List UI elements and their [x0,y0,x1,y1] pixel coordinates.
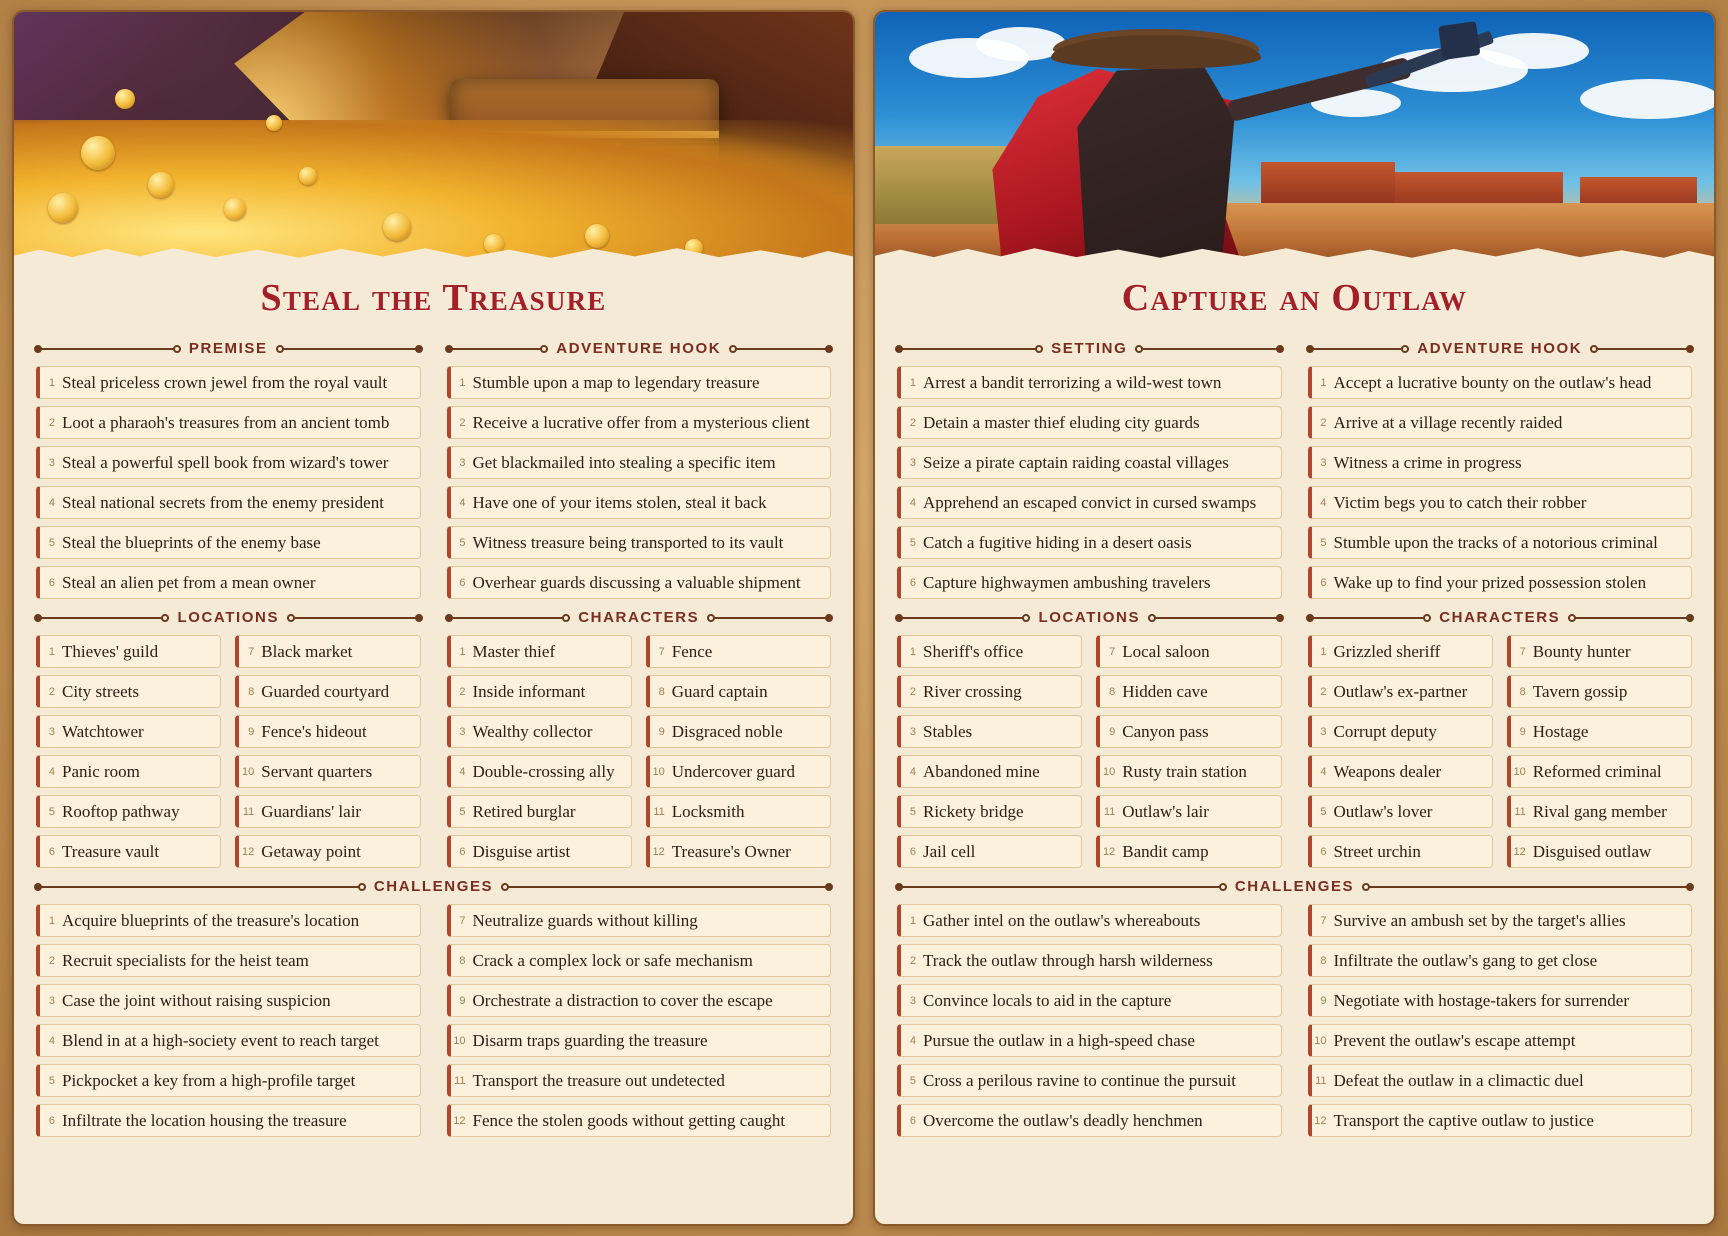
list-item[interactable]: 9 Negotiate with hostage-takers for surrender [1308,984,1693,1017]
list-item[interactable]: 6 Steal an alien pet from a mean owner [36,566,421,599]
entry-text: Detain a master thief eluding city guards [923,412,1200,432]
list-item[interactable]: 3 Watchtower [36,715,221,748]
entry-text: Arrive at a village recently raided [1333,412,1563,432]
list-item[interactable]: 11 Defeat the outlaw in a climactic duel [1308,1064,1693,1097]
list-item[interactable]: 10 Rusty train station [1096,755,1281,788]
list-item[interactable]: 4 Panic room [36,755,221,788]
entry-text: Jail cell [923,841,976,861]
entry-text: Double-crossing ally [472,761,615,781]
entry-text: Weapons dealer [1333,761,1442,781]
entry-text: Wake up to find your prized possession stolen [1333,572,1647,592]
list-item[interactable]: 7 Local saloon [1096,635,1281,668]
hero-image-outlaw [875,12,1714,270]
list-item[interactable]: 5 Stumble upon the tracks of a notorious criminal [1308,526,1693,559]
list-item[interactable]: 2 Recruit specialists for the heist team [36,944,421,977]
list-item[interactable]: 11 Guardians' lair [235,795,420,828]
entry-text: Apprehend an escaped convict in cursed swamps [923,492,1257,512]
entry-text: Stumble upon a map to legendary treasure [472,372,760,392]
entry-text: Fence's hideout [261,721,367,741]
card-title: Steal the Treasure [260,277,607,319]
entry-text: Hidden cave [1122,681,1208,701]
section-header-characters [447,609,832,626]
list-challenges [897,904,1692,1137]
list-item[interactable]: 6 Street urchin [1308,835,1493,868]
list-item[interactable]: 2 Inside informant [447,675,632,708]
entry-text: Steal the blueprints of the enemy base [62,532,321,552]
list-item[interactable]: 5 Retired burglar [447,795,632,828]
list-item[interactable]: 6 Infiltrate the location housing the treasure [36,1104,421,1137]
list-setting [897,366,1282,599]
entry-text: Abandoned mine [923,761,1040,781]
entry-text: Get blackmailed into stealing a specific item [472,452,776,472]
section-header-characters [1308,609,1693,626]
entry-text: Steal an alien pet from a mean owner [62,572,316,592]
list-item[interactable]: 5 Pickpocket a key from a high-profile target [36,1064,421,1097]
entry-text: Thieves' guild [62,641,159,661]
entry-text: Pursue the outlaw in a high-speed chase [923,1030,1195,1050]
entry-text: Victim begs you to catch their robber [1333,492,1587,512]
entry-text: Wealthy collector [472,721,593,741]
entry-text: Stumble upon the tracks of a notorious criminal [1333,532,1658,552]
entry-text: Blend in at a high-society event to reach target [62,1030,379,1050]
section-title: ADVENTURE HOOK [556,340,722,357]
list-item[interactable]: 6 Jail cell [897,835,1082,868]
entry-text: Guard captain [671,681,768,701]
list-item[interactable]: 6 Wake up to find your prized possession stolen [1308,566,1693,599]
section-title: LOCATIONS [177,609,280,626]
list-item[interactable]: 9 Hostage [1507,715,1692,748]
entry-text: Grizzled sheriff [1333,641,1441,661]
entry-text: Bandit camp [1122,841,1209,861]
entry-text: Receive a lucrative offer from a mysterious client [472,412,810,432]
list-item[interactable]: 5 Cross a perilous ravine to continue the pursuit [897,1064,1282,1097]
list-item[interactable]: 7 Fence [646,635,831,668]
list-item[interactable]: 12 Disguised outlaw [1507,835,1692,868]
list-item[interactable]: 2 River crossing [897,675,1082,708]
card-body [14,330,853,1224]
list-item[interactable]: 8 Guarded courtyard [235,675,420,708]
list-item[interactable]: 8 Guard captain [646,675,831,708]
list-item[interactable]: 5 Rickety bridge [897,795,1082,828]
entry-text: Prevent the outlaw's escape attempt [1333,1030,1576,1050]
card-title: Capture an Outlaw [1121,277,1468,319]
entry-text: Defeat the outlaw in a climactic duel [1333,1070,1584,1090]
entry-text: Witness treasure being transported to its vault [472,532,784,552]
list-item[interactable]: 3 Case the joint without raising suspicion [36,984,421,1017]
entry-text: Overcome the outlaw's deadly henchmen [923,1110,1203,1130]
entry-text: Convince locals to aid in the capture [923,990,1172,1010]
list-item[interactable]: 5 Rooftop pathway [36,795,221,828]
section-header-setting [897,340,1282,357]
list-item[interactable]: 3 Corrupt deputy [1308,715,1493,748]
section-title: CHARACTERS [1439,609,1561,626]
entry-text: Orchestrate a distraction to cover the escape [472,990,773,1010]
list-item[interactable]: 6 Overcome the outlaw's deadly henchmen [897,1104,1282,1137]
list-item[interactable]: 4 Weapons dealer [1308,755,1493,788]
list-item[interactable]: 7 Survive an ambush set by the target's allies [1308,904,1693,937]
list-item[interactable]: 11 Rival gang member [1507,795,1692,828]
list-item[interactable]: 4 Victim begs you to catch their robber [1308,486,1693,519]
list-adventure-hook [447,366,832,599]
list-item[interactable]: 4 Abandoned mine [897,755,1082,788]
list-item[interactable]: 1 Grizzled sheriff [1308,635,1493,668]
list-item[interactable]: 1 Arrest a bandit terrorizing a wild-west town [897,366,1282,399]
list-item[interactable]: 9 Fence's hideout [235,715,420,748]
list-item[interactable]: 5 Catch a fugitive hiding in a desert oasis [897,526,1282,559]
entry-text: Retired burglar [472,801,576,821]
section-title: CHALLENGES [373,878,494,895]
list-item[interactable]: 2 Loot a pharaoh's treasures from an ancient tomb [36,406,421,439]
list-item[interactable]: 3 Steal a powerful spell book from wizard's tower [36,446,421,479]
list-item[interactable]: 3 Witness a crime in progress [1308,446,1693,479]
entry-text: Overhear guards discussing a valuable shipment [472,572,801,592]
entry-text: Outlaw's ex-partner [1333,681,1468,701]
list-item[interactable]: 2 Outlaw's ex-partner [1308,675,1493,708]
entry-text: Inside informant [472,681,586,701]
list-item[interactable]: 9 Disgraced noble [646,715,831,748]
list-item[interactable]: 4 Blend in at a high-society event to reach target [36,1024,421,1057]
list-item[interactable]: 10 Undercover guard [646,755,831,788]
list-item[interactable]: 10 Reformed criminal [1507,755,1692,788]
list-item[interactable]: 1 Gather intel on the outlaw's whereabouts [897,904,1282,937]
section-header-challenges [897,878,1692,895]
entry-text: Capture highwaymen ambushing travelers [923,572,1211,592]
list-item[interactable]: 1 Accept a lucrative bounty on the outlaw's head [1308,366,1693,399]
list-item[interactable]: 12 Transport the captive outlaw to justice [1308,1104,1693,1137]
list-item[interactable]: 5 Witness treasure being transported to its vault [447,526,832,559]
entry-text: River crossing [923,681,1022,701]
entry-text: Catch a fugitive hiding in a desert oasis [923,532,1192,552]
entry-text: Recruit specialists for the heist team [62,950,309,970]
list-item[interactable]: 10 Prevent the outlaw's escape attempt [1308,1024,1693,1057]
section-title: CHALLENGES [1234,878,1355,895]
list-item[interactable]: 7 Neutralize guards without killing [447,904,832,937]
entry-text: Neutralize guards without killing [472,910,698,930]
entry-text: Gather intel on the outlaw's whereabouts [923,910,1201,930]
list-item[interactable]: 6 Capture highwaymen ambushing travelers [897,566,1282,599]
list-item[interactable]: 3 Wealthy collector [447,715,632,748]
list-item[interactable]: 6 Treasure vault [36,835,221,868]
list-item[interactable]: 3 Convince locals to aid in the capture [897,984,1282,1017]
list-item[interactable]: 5 Steal the blueprints of the enemy base [36,526,421,559]
entry-text: Watchtower [62,721,144,741]
list-item[interactable]: 6 Overhear guards discussing a valuable shipment [447,566,832,599]
entry-text: Track the outlaw through harsh wilderness [923,950,1213,970]
list-item[interactable]: 12 Treasure's Owner [646,835,831,868]
list-item[interactable]: 6 Disguise artist [447,835,632,868]
list-item[interactable]: 1 Master thief [447,635,632,668]
list-item[interactable]: 9 Orchestrate a distraction to cover the escape [447,984,832,1017]
entry-text: Local saloon [1122,641,1210,661]
treasure-hoard-illustration [14,12,853,270]
entry-text: Reformed criminal [1532,761,1662,781]
section-header-locations [897,609,1282,626]
entry-text: Locksmith [671,801,745,821]
entry-text: Arrest a bandit terrorizing a wild-west town [923,372,1222,392]
western-gunslinger-illustration [875,12,1714,270]
list-item[interactable]: 1 Steal priceless crown jewel from the royal vault [36,366,421,399]
section-header-premise [36,340,421,357]
list-item[interactable]: 8 Infiltrate the outlaw's gang to get close [1308,944,1693,977]
list-item[interactable]: 10 Disarm traps guarding the treasure [447,1024,832,1057]
entry-text: Treasure's Owner [671,841,791,861]
card-steal-the-treasure [12,10,855,1226]
list-item[interactable]: 12 Getaway point [235,835,420,868]
entry-text: Survive an ambush set by the target's allies [1333,910,1626,930]
list-item[interactable]: 3 Stables [897,715,1082,748]
entry-text: Have one of your items stolen, steal it back [472,492,767,512]
entry-text: Negotiate with hostage-takers for surrender [1333,990,1629,1010]
entry-text: Sheriff's office [923,641,1024,661]
entry-text: Panic room [62,761,140,781]
list-item[interactable]: 3 Seize a pirate captain raiding coastal villages [897,446,1282,479]
entry-text: Crack a complex lock or safe mechanism [472,950,753,970]
entry-text: City streets [62,681,139,701]
entry-text: Street urchin [1333,841,1421,861]
entry-text: Outlaw's lover [1333,801,1433,821]
list-item[interactable]: 1 Acquire blueprints of the treasure's location [36,904,421,937]
list-item[interactable]: 12 Fence the stolen goods without getting caught [447,1104,832,1137]
entry-text: Loot a pharaoh's treasures from an ancient tomb [62,412,390,432]
card-body [875,330,1714,1224]
list-item[interactable]: 8 Hidden cave [1096,675,1281,708]
entry-text: Guardians' lair [261,801,362,821]
list-item[interactable]: 9 Canyon pass [1096,715,1281,748]
list-item[interactable]: 1 Sheriff's office [897,635,1082,668]
entry-text: Disguise artist [472,841,571,861]
list-item[interactable]: 4 Pursue the outlaw in a high-speed chase [897,1024,1282,1057]
section-title: LOCATIONS [1038,609,1141,626]
list-item[interactable]: 7 Black market [235,635,420,668]
list-item[interactable]: 12 Bandit camp [1096,835,1281,868]
entry-text: Transport the captive outlaw to justice [1333,1110,1594,1130]
entry-text: Rickety bridge [923,801,1024,821]
entry-text: Seize a pirate captain raiding coastal villages [923,452,1229,472]
list-item[interactable]: 4 Have one of your items stolen, steal it back [447,486,832,519]
entry-text: Accept a lucrative bounty on the outlaw's head [1333,372,1652,392]
section-header-adventure-hook [447,340,832,357]
section-title: ADVENTURE HOOK [1417,340,1583,357]
list-item[interactable]: 11 Outlaw's lair [1096,795,1281,828]
list-item[interactable]: 4 Apprehend an escaped convict in cursed swamps [897,486,1282,519]
section-header-challenges [36,878,831,895]
entry-text: Acquire blueprints of the treasure's location [62,910,360,930]
entry-text: Transport the treasure out undetected [472,1070,725,1090]
entry-text: Undercover guard [671,761,795,781]
entry-text: Disgraced noble [671,721,783,741]
list-item[interactable]: 8 Crack a complex lock or safe mechanism [447,944,832,977]
entry-text: Servant quarters [261,761,373,781]
entry-text: Stables [923,721,973,741]
entry-text: Corrupt deputy [1333,721,1437,741]
entry-text: Getaway point [261,841,361,861]
section-header-locations [36,609,421,626]
list-item[interactable]: 2 Receive a lucrative offer from a mysterious client [447,406,832,439]
entry-text: Bounty hunter [1532,641,1631,661]
list-item[interactable]: 10 Servant quarters [235,755,420,788]
list-item[interactable]: 2 Track the outlaw through harsh wilderness [897,944,1282,977]
entry-text: Steal priceless crown jewel from the royal vault [62,372,388,392]
entry-text: Tavern gossip [1532,681,1628,701]
list-item[interactable]: 11 Transport the treasure out undetected [447,1064,832,1097]
entry-text: Master thief [472,641,556,661]
list-adventure-hook [1308,366,1693,599]
entry-text: Fence [671,641,713,661]
list-item[interactable]: 5 Outlaw's lover [1308,795,1493,828]
entry-text: Disguised outlaw [1532,841,1652,861]
entry-text: Case the joint without raising suspicion [62,990,331,1010]
entry-text: Treasure vault [62,841,160,861]
list-item[interactable]: 2 Arrive at a village recently raided [1308,406,1693,439]
list-challenges [36,904,831,1137]
list-locations [897,635,1282,868]
list-item[interactable]: 1 Thieves' guild [36,635,221,668]
list-characters [447,635,832,868]
hero-image-treasure [14,12,853,270]
entry-text: Infiltrate the outlaw's gang to get close [1333,950,1598,970]
entry-text: Pickpocket a key from a high-profile target [62,1070,356,1090]
list-premise [36,366,421,599]
list-item[interactable]: 4 Double-crossing ally [447,755,632,788]
entry-text: Steal a powerful spell book from wizard's tower [62,452,389,472]
list-item[interactable]: 8 Tavern gossip [1507,675,1692,708]
entry-text: Rooftop pathway [62,801,180,821]
section-title: SETTING [1051,340,1128,357]
entry-text: Infiltrate the location housing the treasure [62,1110,347,1130]
section-title: CHARACTERS [578,609,700,626]
list-item[interactable]: 7 Bounty hunter [1507,635,1692,668]
entry-text: Witness a crime in progress [1333,452,1522,472]
entry-text: Steal national secrets from the enemy president [62,492,384,512]
list-item[interactable]: 2 City streets [36,675,221,708]
list-item[interactable]: 2 Detain a master thief eluding city guards [897,406,1282,439]
entry-text: Guarded courtyard [261,681,390,701]
list-characters [1308,635,1693,868]
list-item[interactable]: 3 Get blackmailed into stealing a specific item [447,446,832,479]
entry-text: Outlaw's lair [1122,801,1209,821]
entry-text: Rival gang member [1532,801,1667,821]
card-capture-an-outlaw [873,10,1716,1226]
entry-text: Fence the stolen goods without getting caught [472,1110,786,1130]
entry-text: Cross a perilous ravine to continue the pursuit [923,1070,1237,1090]
section-header-adventure-hook [1308,340,1693,357]
list-item[interactable]: 4 Steal national secrets from the enemy president [36,486,421,519]
list-item[interactable]: 11 Locksmith [646,795,831,828]
entry-text: Hostage [1532,721,1589,741]
section-title: PREMISE [188,340,268,357]
entry-text: Black market [261,641,353,661]
entry-text: Rusty train station [1122,761,1247,781]
list-locations [36,635,421,868]
entry-text: Disarm traps guarding the treasure [472,1030,708,1050]
list-item[interactable]: 1 Stumble upon a map to legendary treasure [447,366,832,399]
entry-text: Canyon pass [1122,721,1209,741]
